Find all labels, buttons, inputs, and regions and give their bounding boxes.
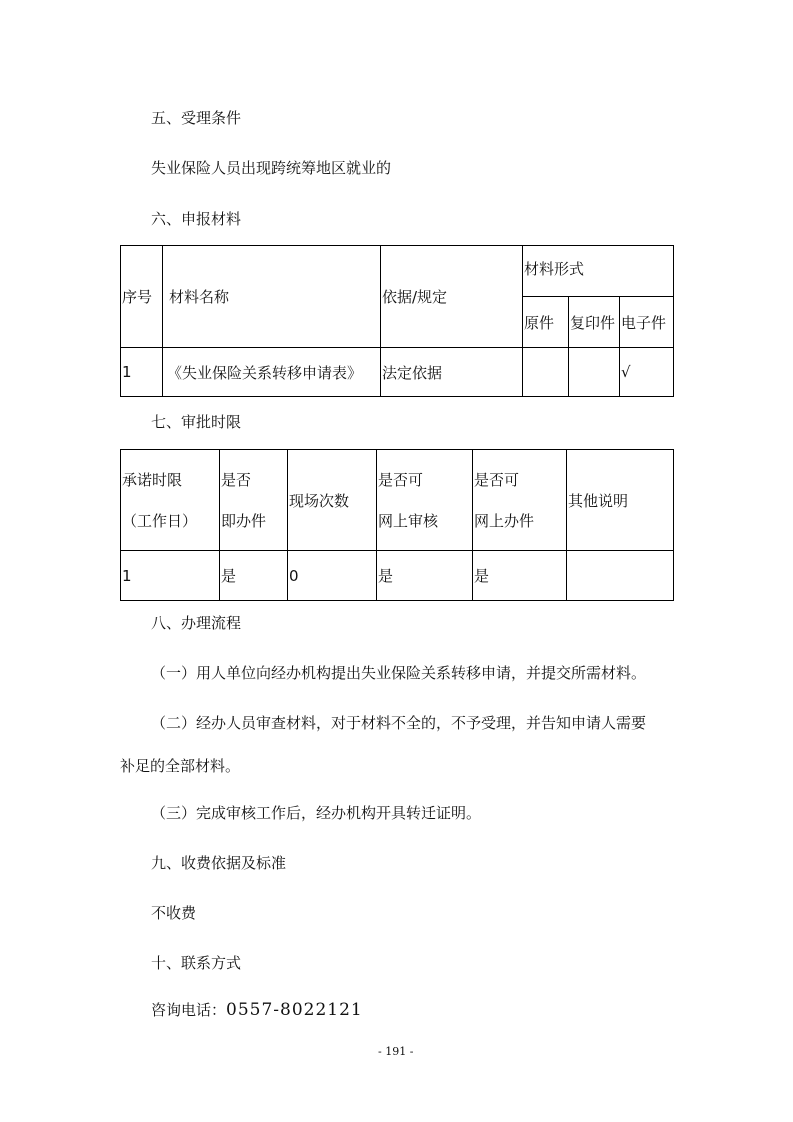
section-10-title: 十、联系方式 — [151, 954, 242, 972]
section-9-body: 不收费 — [151, 904, 197, 922]
header-instant: 是否 即办件 — [220, 450, 288, 551]
cell-online-handle: 是 — [473, 551, 567, 601]
section-6-title: 六、申报材料 — [151, 210, 242, 228]
cell-online-review: 是 — [377, 551, 473, 601]
cell-promise: 1 — [121, 551, 220, 601]
header-material-form: 材料形式 — [523, 246, 674, 297]
cell-original — [523, 348, 569, 397]
process-step-3: （三）完成审核工作后，经办机构开具转迁证明。 — [151, 804, 482, 822]
section-5-body: 失业保险人员出现跨统筹地区就业的 — [151, 159, 392, 177]
cell-other — [567, 551, 674, 601]
process-step-1: （一）用人单位向经办机构提出失业保险关系转移申请，并提交所需材料。 — [151, 664, 647, 682]
header-index: 序号 — [121, 246, 163, 348]
section-7-title: 七、审批时限 — [151, 413, 242, 431]
table-row — [121, 551, 674, 601]
process-step-2-continued: 补足的全部材料。 — [120, 757, 241, 775]
header-online-review: 是否可 网上审核 — [377, 450, 473, 551]
process-step-2: （二）经办人员审查材料，对于材料不全的，不予受理，并告知申请人需要 — [151, 714, 647, 732]
cell-index: 1 — [121, 348, 163, 397]
header-copy: 复印件 — [569, 297, 620, 348]
contact-phone — [151, 1000, 363, 1020]
cell-copy — [569, 348, 620, 397]
header-electronic: 电子件 — [620, 297, 674, 348]
page-number: - 191 - — [378, 1045, 414, 1058]
time-limit-table — [120, 449, 674, 601]
section-8-title: 八、办理流程 — [151, 614, 242, 632]
cell-basis: 法定依据 — [381, 348, 523, 397]
header-basis: 依据/规定 — [381, 246, 523, 348]
header-online-handle: 是否可 网上办件 — [473, 450, 567, 551]
header-material-name: 材料名称 — [163, 246, 381, 348]
cell-material-name: 《失业保险关系转移申请表》 — [163, 348, 381, 397]
section-9-title: 九、收费依据及标准 — [151, 854, 287, 872]
header-other: 其他说明 — [567, 450, 674, 551]
header-visits: 现场次数 — [288, 450, 377, 551]
phone-label: 咨询电话： — [151, 1001, 227, 1019]
table-row — [121, 348, 674, 397]
cell-instant: 是 — [220, 551, 288, 601]
section-5-title: 五、受理条件 — [151, 109, 242, 127]
header-promise-time: 承诺时限 （工作日） — [121, 450, 220, 551]
cell-visits: 0 — [288, 551, 377, 601]
materials-table — [120, 245, 674, 397]
phone-number: 0557-8022121 — [226, 1000, 363, 1020]
cell-electronic: √ — [620, 348, 674, 397]
header-original: 原件 — [523, 297, 569, 348]
